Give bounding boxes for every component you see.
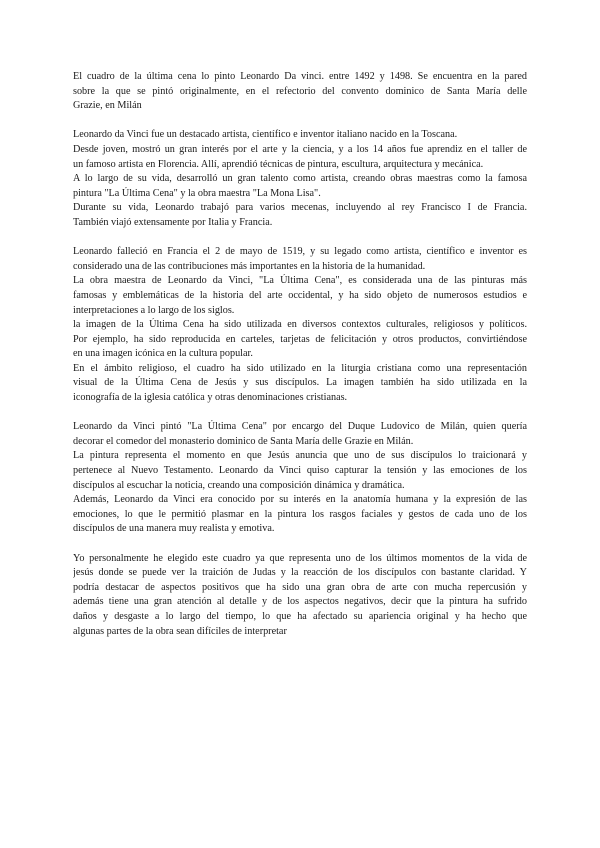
text-line: podría destacar de aspectos positivos que ha sido una gran obra de arte con mucha repercusión y (73, 581, 527, 593)
text-line: algunas partes de la obra sean difíciles de interpretar (73, 625, 287, 637)
text-line: La obra maestra de Leonardo da Vinci, "La Última Cena", es considerada una de las pinturas más (73, 275, 527, 287)
text-line: interpretaciones a lo largo de los siglos. (73, 304, 235, 316)
paragraph-3 (73, 245, 527, 406)
text-line: Grazie, en Milán (73, 100, 142, 112)
paragraph-spacer (73, 406, 527, 421)
text-line: Por ejemplo, ha sido reproducida en carteles, tarjetas de felicitación y otros productos, convirtiéndose (73, 333, 527, 345)
text-line: Durante su vida, Leonardo trabajó para varios mecenas, incluyendo al rey Francisco I de Francia. (73, 202, 527, 214)
text-line: jesús donde se puede ver la traición de Judas y la reacción de los discípulos con bastante claridad. Y (73, 567, 527, 579)
paragraph-2 (73, 128, 527, 230)
text-line: pintura "La Última Cena" y la obra maestra "La Mona Lisa". (73, 187, 321, 199)
text-line: Además, Leonardo da Vinci era conocido por su interés en la anatomía humana y la expresión de las (73, 494, 527, 506)
text-line: iconografía de la iglesia católica y otras denominaciones cristianas. (73, 392, 348, 404)
text-line: decorar el comedor del monasterio dominico de Santa María delle Grazie en Milán. (73, 435, 414, 447)
text-line: visual de la Última Cena de Jesús y sus discípulos. La imagen también ha sido utilizada en la (73, 377, 527, 389)
text-line: Leonardo da Vinci fue un destacado artista, científico e inventor italiano nacido en la Toscana. (73, 129, 458, 141)
text-line: Leonardo da Vinci pintó "La Última Cena" por encargo del Duque Ludovico de Milán, quien quería (73, 421, 527, 433)
paragraph-1 (73, 70, 527, 114)
text-line: A lo largo de su vida, desarrolló un gran talento como artista, creando obras maestras como la famosa (73, 173, 527, 185)
paragraph-spacer (73, 114, 527, 129)
text-line: Desde joven, mostró un gran interés por el arte y la ciencia, y a los 14 años fue aprendiz en el taller de (73, 143, 527, 155)
text-line: En el ámbito religioso, el cuadro ha sido utilizado en la liturgia cristiana como una representación (73, 362, 527, 374)
text-line: emociones, lo que le permitió plasmar en la pintura los rasgos faciales y gestos de cada uno de los (73, 508, 527, 520)
text-line: Yo personalmente he elegido este cuadro ya que representa uno de los últimos momentos de la vida de (73, 552, 527, 564)
paragraph-4 (73, 420, 527, 537)
text-line: pertenece al Nuevo Testamento. Leonardo da Vinci quiso capturar la tensión y las emociones de los (73, 465, 527, 477)
text-line: famosas y emblemáticas de la historia del arte occidental, y ha sido objeto de numerosos estudios e (73, 289, 527, 301)
text-line: un famoso artista en Florencia. Allí, aprendió técnicas de pintura, escultura, arquitectura y mecánica. (73, 158, 484, 170)
text-line: en una imagen icónica en la cultura popular. (73, 348, 253, 360)
paragraph-spacer (73, 231, 527, 246)
document-body (73, 70, 527, 639)
text-line: además tiene una gran atención al detalle y de los aspectos negativos, decir que la pintura ha sufrido (73, 596, 527, 608)
text-line: discípulos al escuchar la noticia, creando una composición dinámica y dramática. (73, 479, 405, 491)
paragraph-5 (73, 552, 527, 640)
text-line: La pintura representa el momento en que Jesús anuncia que uno de sus discípulos lo traicionará y (73, 450, 527, 462)
text-line: considerado una de las contribuciones más importantes en la historia de la humanidad. (73, 260, 426, 272)
text-line: discípulos de una manera muy realista y emotiva. (73, 523, 275, 535)
text-line: También viajó extensamente por Italia y Francia. (73, 216, 273, 228)
text-line: Leonardo falleció en Francia el 2 de mayo de 1519, y su legado como artista, científico e inventor es (73, 246, 527, 258)
paragraph-spacer (73, 537, 527, 552)
text-line: El cuadro de la última cena lo pinto Leonardo Da vinci. entre 1492 y 1498. Se encuentra en la pared (73, 71, 527, 82)
text-line: la imagen de la Última Cena ha sido utilizada en diversos contextos culturales, religiosos y políticos. (73, 319, 527, 331)
text-line: daños y desgaste a lo largo del tiempo, lo que ha afectado su apariencia original y ha hecho que (73, 610, 527, 622)
text-line: sobre la que se pintó originalmente, en el refectorio del convento dominico de Santa María delle (73, 85, 527, 97)
